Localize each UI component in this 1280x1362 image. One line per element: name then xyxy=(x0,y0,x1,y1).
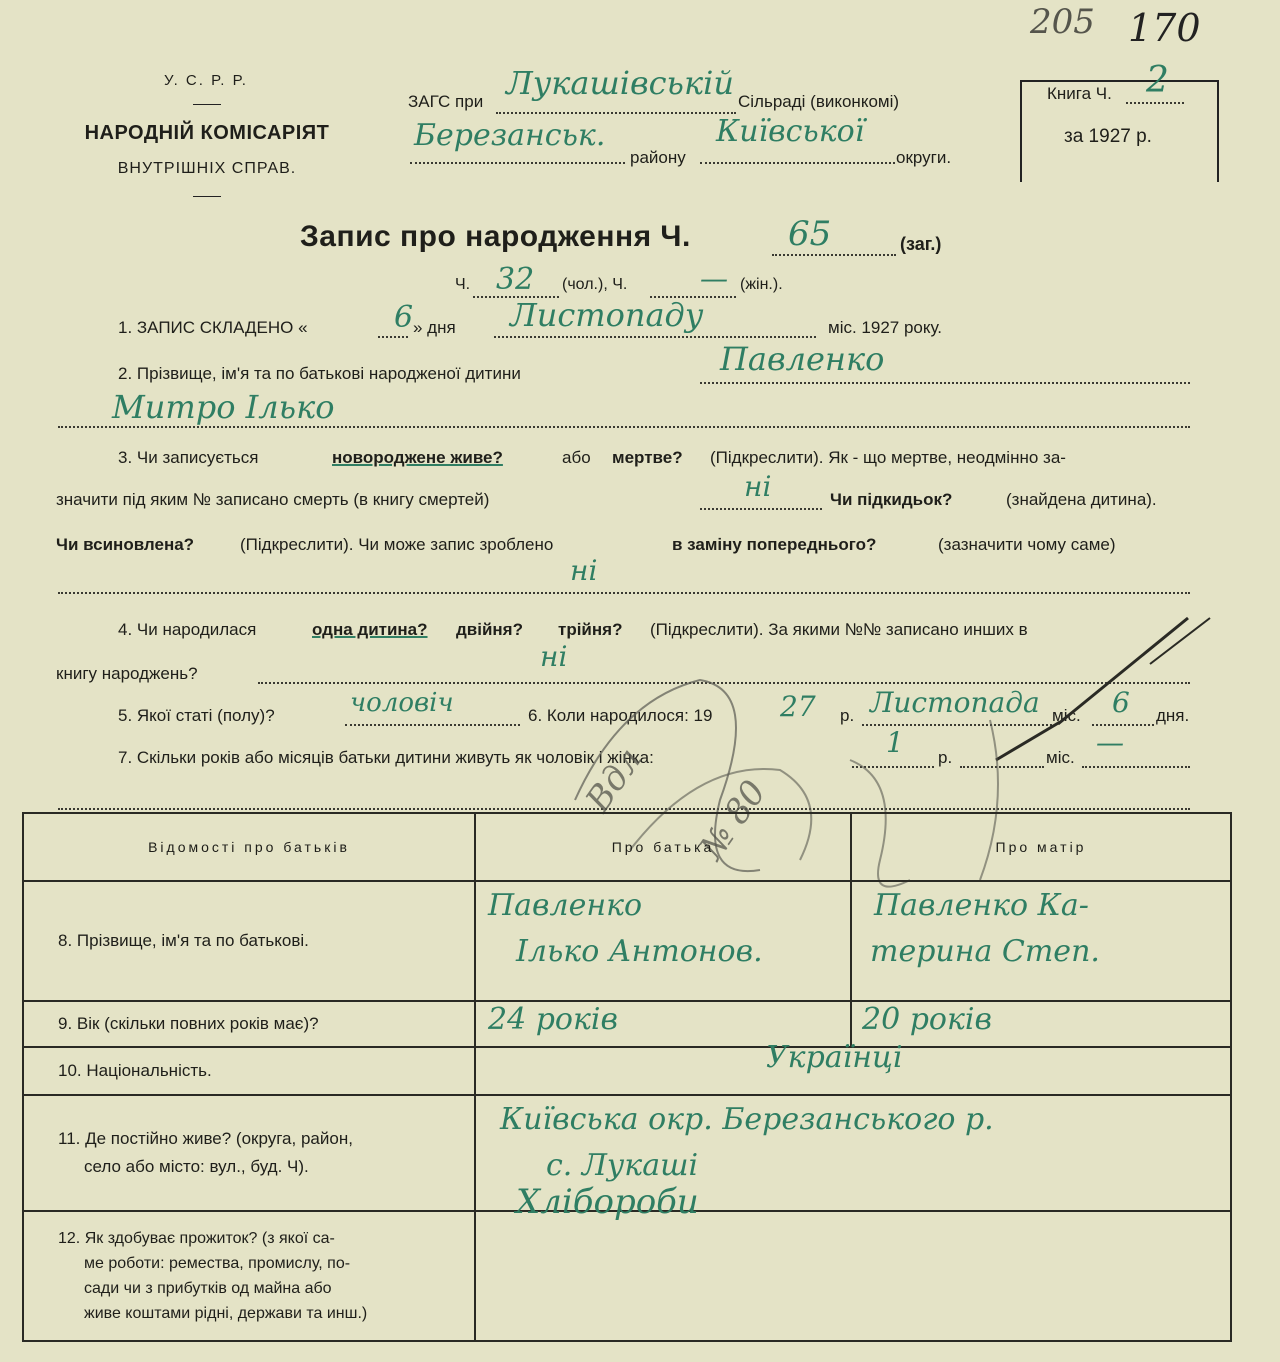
table-row xyxy=(23,1001,1231,1047)
item3-foundling: Чи підкидьок? xyxy=(830,490,953,509)
zags-village-handwritten: Лукашівській xyxy=(506,64,734,102)
table-row xyxy=(23,1211,1231,1341)
item4-single: одна дитина? xyxy=(312,620,428,639)
row12-label-line: 12. Як здобуває прожиток? (з якої са- xyxy=(58,1230,335,1247)
item6-year-suffix: р. xyxy=(840,706,855,725)
row8-mother-line1: Павленко Ка- xyxy=(874,888,1089,923)
item6-label: 6. Коли народилося: 19 xyxy=(528,706,713,725)
row8-label: 8. Прізвище, ім'я та по батькові. xyxy=(23,881,475,1001)
item5-handwritten: чоловіч xyxy=(350,688,454,718)
row11-label-line: 11. Де постійно живе? (округа, район, xyxy=(58,1129,353,1148)
row8-father xyxy=(475,881,851,1001)
item5-label: 5. Якої статі (полу)? xyxy=(118,706,275,725)
row8-mother-line2: терина Степ. xyxy=(870,934,1100,969)
okruha-label: округи. xyxy=(896,148,952,167)
row11-label xyxy=(23,1095,475,1211)
row8-mother xyxy=(851,881,1231,1001)
item4-handwritten: ні xyxy=(540,640,568,673)
zags-after-village: Сільраді (виконкомі) xyxy=(738,92,900,111)
item6-month-handwritten: Листопада xyxy=(870,686,1040,719)
item7-months-handwritten: — xyxy=(1096,726,1124,759)
table-header-row xyxy=(23,813,1231,881)
row8-father-line1: Павленко xyxy=(488,888,643,923)
book-year: за 1927 р. xyxy=(1064,126,1152,147)
item4-twins: двійня? xyxy=(456,620,523,639)
item7-years-handwritten: 1 xyxy=(886,726,904,759)
item3-line3-b: (Підкреслити). Чи може запис зроблено xyxy=(240,535,554,554)
item6-day-handwritten: 6 xyxy=(1112,686,1130,719)
item6-year-handwritten: 27 xyxy=(780,690,816,723)
item1-mid: » дня xyxy=(413,318,456,337)
female-suffix: (жін.). xyxy=(740,276,783,293)
corner-number-b: 170 xyxy=(1128,6,1201,50)
okruha-handwritten: Київської xyxy=(716,114,865,149)
book-label: Книга Ч. xyxy=(1047,84,1112,103)
row11-handwritten-line1: Київська окр. Березанського р. xyxy=(500,1102,994,1137)
row8-father-line2: Ілько Антонов. xyxy=(516,934,763,969)
item2-name-handwritten: Митро Ілько xyxy=(112,388,335,426)
state-label: У. С. Р. Р. xyxy=(164,72,248,89)
row11-handwritten-line2: с. Лукаші xyxy=(546,1148,699,1183)
item1-day-handwritten: 6 xyxy=(394,300,414,335)
item1-suffix: міс. 1927 року. xyxy=(828,318,943,337)
table-header: Відомості про батьків xyxy=(23,813,475,881)
item2-label: 2. Прізвище, ім'я та по батькові народженої дитини xyxy=(118,364,521,383)
item3-line1-a: 3. Чи записується xyxy=(118,448,259,467)
row9-mother xyxy=(851,1001,1231,1047)
corner-number-a: 205 xyxy=(1030,2,1095,42)
item6-day-suffix: дня. xyxy=(1156,706,1190,725)
row12-label-line: ме роботи: ремества, промислу, по- xyxy=(84,1255,351,1272)
item3-or: або xyxy=(562,448,591,467)
row9-father-value: 24 років xyxy=(488,1002,618,1037)
pencil-note-a: Вдл xyxy=(578,740,651,820)
female-number-handwritten: — xyxy=(700,262,728,295)
item4-line2-a: книгу народжень? xyxy=(56,664,198,683)
item7-months-suffix: міс. xyxy=(1046,748,1075,767)
item4-line1-e: (Підкреслити). За якими №№ записано инших в xyxy=(650,620,1028,639)
org-line1: НАРОДНІЙ КОМІСАРІЯТ xyxy=(84,122,330,144)
item3-line3-d: (зазначити чому саме) xyxy=(938,535,1116,554)
org-line2: ВНУТРІШНІХ СПРАВ. xyxy=(117,160,297,177)
row12-handwritten: Хлібороби xyxy=(516,1182,699,1222)
row12-label-line: живе коштами рідні, держави та инш.) xyxy=(84,1305,368,1322)
item1-prefix: 1. ЗАПИС СКЛАДЕНО « xyxy=(118,318,308,337)
item4-triplets: трійня? xyxy=(558,620,623,639)
item3-line1-e: (Підкреслити). Як - що мертве, неодмінно за- xyxy=(710,448,1066,467)
table-header: Про батька xyxy=(475,813,851,881)
male-suffix: (чол.), Ч. xyxy=(562,276,628,293)
row10-value xyxy=(475,1040,1231,1095)
row10-handwritten: Українці xyxy=(766,1040,903,1075)
table-row xyxy=(23,881,1231,1001)
item3-dead: мертве? xyxy=(612,448,683,467)
item7-years-suffix: р. xyxy=(938,748,953,767)
item3-line2-c: (знайдена дитина). xyxy=(1006,490,1157,509)
record-suffix: (заг.) xyxy=(900,234,942,254)
item3-replacement: в заміну попереднього? xyxy=(672,535,877,554)
row12-label xyxy=(23,1211,475,1341)
row11-label-line: село або місто: вул., буд. Ч). xyxy=(84,1157,309,1176)
raion-handwritten: Березанськ. xyxy=(414,118,606,153)
item6-month-suffix: міс. xyxy=(1052,706,1081,725)
raion-label: району xyxy=(630,148,686,167)
item4-line1-a: 4. Чи народилася xyxy=(118,620,257,639)
item3-line2-a: значити під яким № записано смерть (в книгу смертей) xyxy=(56,490,490,509)
row9-label: 9. Вік (скільки повних років має)? xyxy=(23,1001,475,1047)
item2-surname-handwritten: Павленко xyxy=(720,340,885,378)
item3-death-handwritten: ні xyxy=(744,470,772,503)
row12-value xyxy=(475,1182,1231,1341)
male-label: Ч. xyxy=(455,276,471,293)
item3-adopted: Чи всиновлена? xyxy=(56,535,195,554)
row9-mother-value: 20 років xyxy=(862,1002,992,1037)
item3-alive: новороджене живе? xyxy=(332,448,503,467)
male-number-handwritten: 32 xyxy=(496,262,535,297)
table-row xyxy=(23,1047,1231,1095)
item7-label: 7. Скільки років або місяців батьки дитини живуть як чоловік і жінка: xyxy=(118,748,654,767)
item1-month-handwritten: Листопаду xyxy=(510,296,704,334)
record-title: Запис про народження Ч. xyxy=(300,220,691,253)
book-number-handwritten: 2 xyxy=(1146,60,1169,101)
pencil-note-b: № 80 xyxy=(692,773,775,867)
item3-line4-handwritten: ні xyxy=(570,554,598,587)
row12-label-line: сади чи з прибутків од майна або xyxy=(84,1280,332,1297)
parents-table xyxy=(22,812,1232,1342)
zags-label: ЗАГС при xyxy=(408,92,484,111)
record-number-handwritten: 65 xyxy=(788,214,832,254)
table-header: Про матір xyxy=(851,813,1231,881)
row10-label: 10. Національність. xyxy=(23,1047,475,1095)
